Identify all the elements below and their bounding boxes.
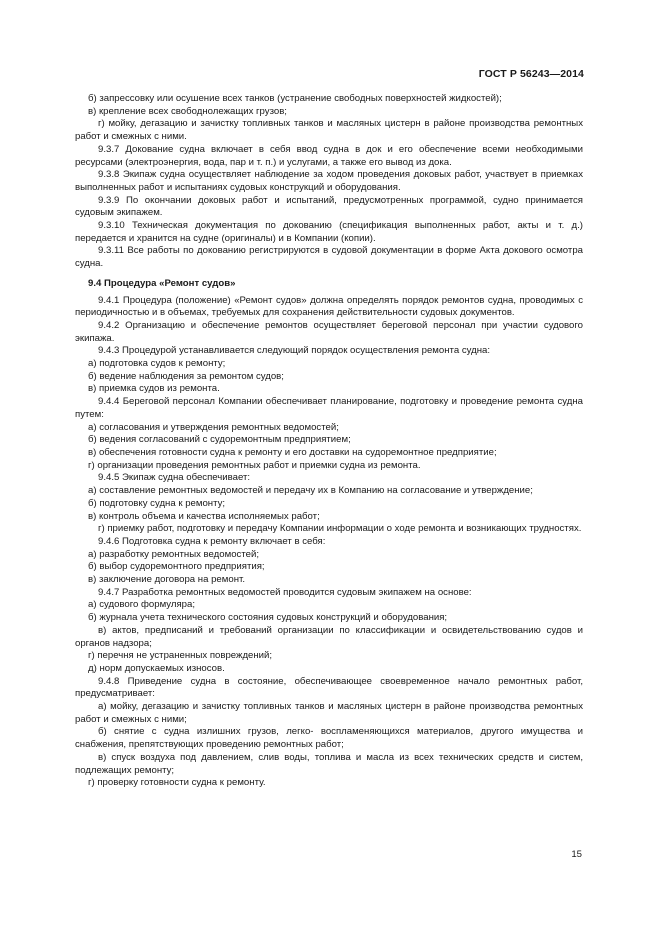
list-item: г) приемку работ, подготовку и передачу Компании информации о ходе ремонта и возникающих трудностях. — [98, 523, 582, 535]
section-heading: 9.4 Процедура «Ремонт судов» — [88, 277, 236, 289]
list-item: а) подготовка судов к ремонту; — [88, 358, 226, 370]
paragraph: 9.4.1 Процедура (положение) «Ремонт судов» должна определять порядок ремонтов судна, проводимых с периодичностью и в объемах, требуемых для сохранения действительности судовых документов. — [75, 294, 583, 319]
list-item: б) ведение наблюдения за ремонтом судов; — [88, 370, 284, 382]
list-item: б) ведения согласований с судоремонтным предприятием; — [88, 434, 351, 446]
list-item: в) заключение договора на ремонт. — [88, 574, 245, 586]
list-item: а) мойку, дегазацию и зачистку топливных танков и масляных цистерн в районе производства ремонтных работ и смежных с ними; — [75, 701, 583, 725]
paragraph: 9.3.7 Докование судна включает в себя ввод судна в док и его обеспечение всеми необходимыми ресурсами (электроэнергия, вода, пар и т. п.) и услугами, а также его вывод из дока. — [75, 143, 583, 168]
paragraph: 9.4.4 Береговой персонал Компании обеспечивает планирование, подготовку и проведение ремонта судна путем: — [75, 396, 583, 420]
paragraph: 9.4.8 Приведение судна в состояние, обеспечивающее своевременное начало ремонтных работ, предусматривает: — [75, 675, 583, 700]
document-header: ГОСТ Р 56243—2014 — [478, 68, 584, 80]
paragraph: 9.4.5 Экипаж судна обеспечивает: — [98, 472, 251, 484]
paragraph: 9.3.9 По окончании доковых работ и испытаний, предусмотренных программой, судно принимается судовым экипажем. — [75, 194, 583, 219]
list-item: в) приемка судов из ремонта. — [88, 383, 220, 395]
list-item: б) снятие с судна излишних грузов, легко- воспламеняющихся материалов, другого имущества и снабжения, препятствующих проведению ремонтных работ; — [75, 726, 583, 751]
document-body — [75, 93, 583, 790]
page-number: 15 — [571, 849, 582, 860]
list-item: а) согласования и утверждения ремонтных ведомостей; — [88, 421, 339, 433]
list-item: а) судового формуляра; — [88, 599, 196, 611]
paragraph: 9.3.8 Экипаж судна осуществляет наблюдение за ходом проведения доковых работ, участвует в приемках выполненных работ и испытаниях судовых конструкций и оборудования. — [75, 169, 583, 193]
list-item: г) мойку, дегазацию и зачистку топливных танков и масляных цистерн в районе производства ремонтных работ и смежных с ними. — [75, 118, 583, 143]
list-item: в) обеспечения готовности судна к ремонту и его доставки на судоремонтное предприятие; — [88, 446, 497, 458]
list-item: г) проверку готовности судна к ремонту. — [88, 777, 266, 789]
list-item: г) организации проведения ремонтных работ и приемки судна из ремонта. — [88, 459, 421, 471]
list-item: б) журнала учета технического состояния судовых конструкций и оборудования; — [88, 612, 448, 624]
list-item: б) выбор судоремонтного предприятия; — [88, 561, 265, 573]
paragraph: 9.4.3 Процедурой устанавливается следующий порядок осуществления ремонта судна: — [98, 345, 490, 357]
list-item: в) спуск воздуха под давлением, слив воды, топлива и масла из всех технических средств и систем, подлежащих ремонту; — [75, 751, 583, 776]
paragraph: 9.4.7 Разработка ремонтных ведомостей проводится судовым экипажем на основе: — [98, 586, 472, 598]
list-item: а) составление ремонтных ведомостей и передачу их в Компанию на согласование и утверждение; — [88, 485, 533, 497]
list-item: в) контроль объема и качества исполняемых работ; — [88, 510, 320, 522]
list-item: в) актов, предписаний и требований организации по классификации и освидетельствованию судов и органов надзора; — [75, 624, 583, 649]
paragraph: 9.3.10 Техническая документация по докованию (спецификация выполненных работ, акты и т. д.) передается и хранится на судне (оригиналы) и в Компании (копии). — [75, 220, 583, 244]
list-item: д) норм допускаемых износов. — [88, 662, 225, 674]
list-item: в) крепление всех свободнолежащих грузов; — [88, 105, 287, 117]
list-item: б) запрессовку или осушение всех танков (устранение свободных поверхностей жидкостей); — [88, 93, 502, 104]
paragraph: 9.4.2 Организацию и обеспечение ремонтов осуществляет береговой персонал при участии судового экипажа. — [75, 319, 583, 344]
list-item: а) разработку ремонтных ведомостей; — [88, 548, 259, 560]
list-item: г) перечня не устраненных повреждений; — [88, 650, 273, 662]
paragraph: 9.3.11 Все работы по докованию регистрируются в судовой документации в форме Акта докового осмотра судна. — [75, 245, 583, 270]
paragraph: 9.4.6 Подготовка судна к ремонту включает в себя: — [98, 535, 326, 547]
list-item: б) подготовку судна к ремонту; — [88, 497, 226, 509]
